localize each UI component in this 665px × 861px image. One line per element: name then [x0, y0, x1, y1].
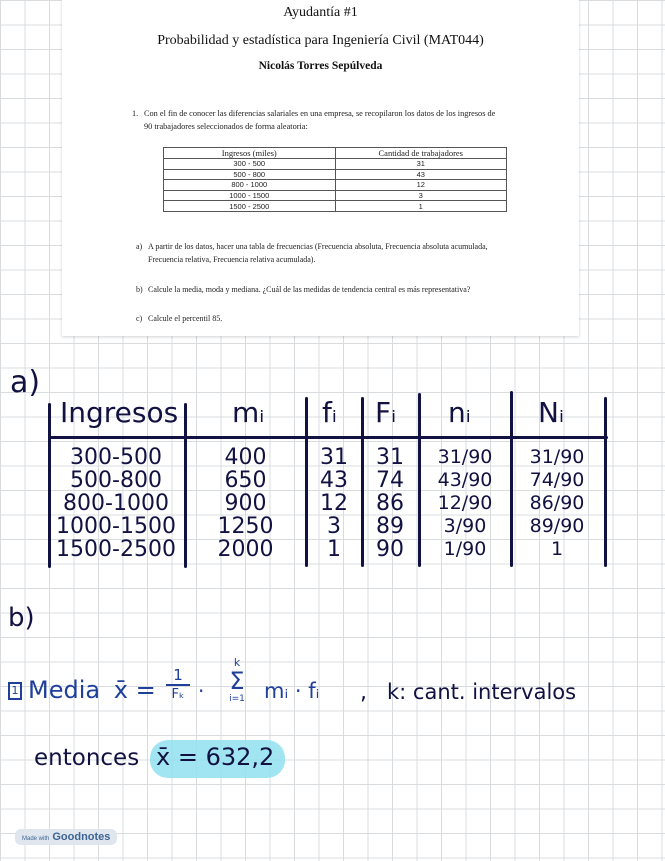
cell-m: 900: [224, 491, 267, 516]
section-a-label: a): [10, 365, 41, 400]
table-row: [164, 169, 507, 180]
question-1: [132, 107, 504, 133]
cell-N: 1: [550, 538, 564, 560]
cell-n: 3/90: [443, 515, 487, 537]
table-divider: [184, 403, 187, 568]
sigma-symbol: Σ: [229, 667, 245, 695]
cell-N: 74/90: [529, 469, 585, 491]
data-table: [163, 147, 507, 212]
header-underline: [48, 436, 608, 439]
doc-course: Probabilidad y estadística para Ingeniería Civil (MAT044): [157, 33, 484, 48]
table-divider: [305, 397, 308, 567]
dot-operator: ·: [198, 679, 205, 703]
table-row: [164, 180, 507, 191]
table-cell: 1: [335, 201, 507, 212]
cell-m: 400: [224, 445, 267, 470]
cell-f: 31: [320, 445, 348, 470]
k-note: k: cant. intervalos: [387, 680, 577, 704]
goodnotes-badge: [15, 829, 117, 845]
badge-brand: Goodnotes: [52, 831, 111, 843]
sum-term: mᵢ · fᵢ: [264, 679, 320, 703]
table-header: Cantidad de trabajadores: [335, 148, 507, 159]
table-row: [164, 190, 507, 201]
doc-author: Nicolás Torres Sepúlveda: [258, 60, 383, 72]
cell-f: 3: [327, 514, 341, 539]
media-symbol: x̄ =: [113, 676, 156, 704]
subquestion-text: A partir de los datos, hacer una tabla de frecuencias (Frecuencia absoluta, Frecuencia absoluta acumulada, Frecuencia relativa, Frecuencia relativa acumulada).: [148, 242, 488, 264]
table-divider: [361, 397, 364, 567]
cell-ingresos: 1000-1500: [56, 514, 176, 539]
cell-m: 1250: [217, 514, 274, 539]
header-f: fᵢ: [322, 396, 337, 429]
cell-n: 12/90: [437, 492, 493, 514]
table-header-row: [164, 148, 507, 159]
table-row: [164, 159, 507, 170]
cell-N: 89/90: [529, 515, 585, 537]
subquestion-letter: c): [136, 314, 143, 323]
column-ingresos: [50, 446, 182, 561]
cell-f: 1: [327, 537, 341, 562]
cell-ingresos: 800-1000: [63, 491, 169, 516]
question-number: 1.: [132, 109, 139, 118]
media-label: Media: [28, 676, 101, 704]
cell-n: 1/90: [443, 538, 487, 560]
subquestion-c: [136, 313, 508, 326]
doc-title: Ayudantía #1: [283, 5, 358, 20]
fraction-numerator: 1: [166, 667, 190, 686]
cell-m: 2000: [217, 537, 274, 562]
table-cell: 43: [335, 169, 507, 180]
cell-ingresos: 1500-2500: [56, 537, 176, 562]
table-divider: [418, 393, 421, 567]
column-n: [424, 446, 506, 561]
subquestion-letter: a): [136, 242, 143, 251]
badge-prefix: Made with: [22, 836, 50, 842]
cell-ingresos: 500-800: [70, 468, 162, 493]
subquestion-text: Calcule la media, moda y mediana. ¿Cuál de las medidas de tendencia central es más representativa?: [148, 285, 471, 294]
header-n: nᵢ: [448, 396, 471, 429]
subquestion-b: [136, 284, 508, 297]
table-cell: 1000 - 1500: [164, 190, 336, 201]
cell-F: 74: [376, 468, 404, 493]
sum-upper-limit: k: [233, 656, 241, 669]
pdf-page: [62, 0, 579, 336]
table-cell: 3: [335, 190, 507, 201]
cell-N: 31/90: [529, 446, 585, 468]
table-cell: 12: [335, 180, 507, 191]
header-N: Nᵢ: [538, 396, 564, 429]
table-divider: [510, 391, 513, 567]
media-formula: [8, 676, 156, 704]
cell-F: 86: [376, 491, 404, 516]
table-cell: 31: [335, 159, 507, 170]
cell-n: 43/90: [437, 469, 493, 491]
fraction-denominator: Fₖ: [171, 687, 185, 702]
cell-F: 90: [376, 537, 404, 562]
cell-F: 89: [376, 514, 404, 539]
cell-m: 650: [224, 468, 267, 493]
subquestion-text: Calcule el percentil 85.: [148, 314, 223, 323]
question-text: Con el fin de conocer las diferencias salariales en una empresa, se recopilaron los datos de los ingresos de 90 trabajadores seleccionados de forma aleatoria:: [144, 109, 496, 131]
cell-f: 43: [320, 468, 348, 493]
column-f: [309, 446, 359, 561]
column-F: [365, 446, 415, 561]
cell-ingresos: 300-500: [70, 445, 162, 470]
comma: ,: [360, 680, 367, 705]
sum-lower-limit: i=1: [229, 694, 245, 704]
column-N: [516, 446, 598, 561]
table-cell: 500 - 800: [164, 169, 336, 180]
cell-N: 86/90: [529, 492, 585, 514]
media-result: x̄ = 632,2: [156, 743, 275, 771]
summation: [222, 657, 252, 704]
table-cell: 300 - 500: [164, 159, 336, 170]
entonces-label: entonces: [34, 745, 140, 771]
item-number-box: 1: [8, 682, 22, 700]
table-cell: 1500 - 2500: [164, 201, 336, 212]
table-divider: [604, 397, 607, 567]
header-ingresos: Ingresos: [60, 396, 179, 429]
subquestion-a: [136, 241, 508, 266]
table-cell: 800 - 1000: [164, 180, 336, 191]
section-b-label: b): [8, 603, 35, 633]
header-m: mᵢ: [232, 396, 265, 429]
cell-f: 12: [320, 491, 348, 516]
table-row: [164, 201, 507, 212]
cell-n: 31/90: [437, 446, 493, 468]
fraction: [166, 667, 190, 703]
subquestion-letter: b): [136, 285, 143, 294]
cell-F: 31: [376, 445, 404, 470]
header-F: Fᵢ: [375, 396, 397, 429]
column-m: [188, 446, 303, 561]
table-header: Ingresos (miles): [164, 148, 336, 159]
